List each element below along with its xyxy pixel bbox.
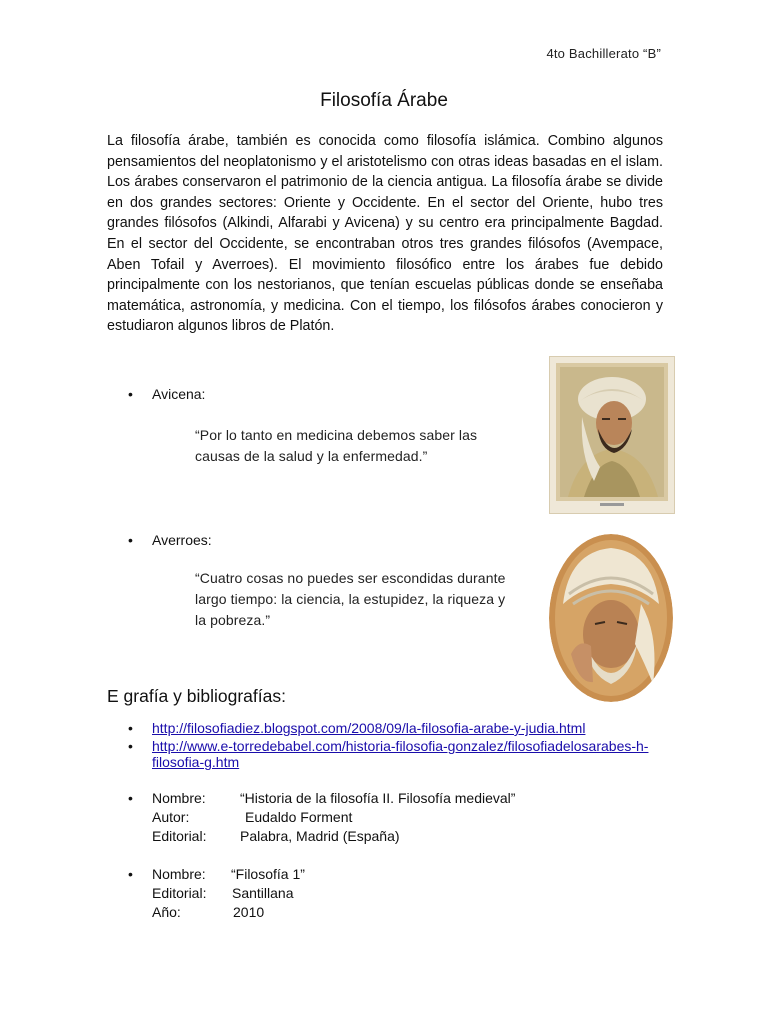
list-item bbox=[128, 738, 668, 770]
philosopher-name: Averroes: bbox=[152, 532, 212, 548]
book-reference-2 bbox=[128, 865, 428, 922]
bullet-icon: • bbox=[128, 386, 133, 402]
avicena-quote bbox=[195, 425, 477, 467]
list-item bbox=[128, 720, 668, 736]
quote-line: largo tiempo: la ciencia, la estupidez, la riqueza y bbox=[195, 591, 506, 607]
course-label: 4to Bachillerato “B” bbox=[546, 46, 661, 61]
link-torredebabel[interactable]: http://www.e-torredebabel.com/historia-filosofia-gonzalez/filosofiadelosarabes-h-filosofia-g.htm bbox=[152, 738, 649, 770]
ref-value: Palabra, Madrid (España) bbox=[240, 828, 400, 844]
bibliography-title: E grafía y bibliografías: bbox=[107, 686, 286, 706]
ref-row bbox=[128, 827, 548, 846]
ref-value: 2010 bbox=[233, 904, 265, 920]
averroes-quote bbox=[195, 568, 505, 631]
bullet-icon: • bbox=[128, 790, 133, 806]
ref-value: “Historia de la filosofía II. Filosofía medieval” bbox=[240, 790, 516, 806]
avicena-portrait bbox=[549, 356, 675, 514]
ref-row bbox=[128, 865, 428, 884]
ref-key: Año: bbox=[152, 904, 181, 920]
ref-row bbox=[128, 808, 548, 827]
ref-key: Editorial: bbox=[152, 885, 207, 901]
book-reference-1 bbox=[128, 789, 548, 846]
bullet-icon: • bbox=[128, 532, 133, 548]
ref-row bbox=[128, 884, 428, 903]
ref-key: Nombre: bbox=[152, 790, 206, 806]
ref-key: Autor: bbox=[152, 809, 190, 825]
ref-value: “Filosofía 1” bbox=[231, 866, 305, 882]
quote-line: la pobreza.” bbox=[195, 612, 271, 628]
averroes-portrait bbox=[549, 534, 673, 702]
link-filosofiadiez[interactable]: http://filosofiadiez.blogspot.com/2008/09/la-filosofia-arabe-y-judia.html bbox=[152, 720, 586, 736]
quote-line: “Por lo tanto en medicina debemos saber las bbox=[195, 427, 478, 443]
intro-paragraph: La filosofía árabe, también es conocida como filosofía islámica. Combino algunos pensamientos del neoplatonismo y el aristotelismo con otras ideas basadas en el islam. Los árabes conservaron el patrimonio de la ciencia antigua. La filosofía árabe se divide en dos grandes sectores: Oriente y Occidente. En el sector del Oriente, hubo tres grandes filósofos (Alkindi, Alfarabi y Avicena) y su centro era principalmente Bagdad. En el sector del Occidente, se encontraban otros tres grandes filósofos (Avempace, Aben Tofail y Averroes). El movimiento filosófico entre los árabes fue debido principalmente con los nestorianos, que tenían escuelas públicas donde se enseñaba matemática, astronomía, y medicina. Con el tiempo, los filósofos árabes conocieron y estudiaron algunos libros de Platón. bbox=[107, 133, 663, 335]
quote-line: causas de la salud y la enfermedad.” bbox=[195, 448, 428, 464]
quote-line: “Cuatro cosas no puedes ser escondidas durante bbox=[195, 570, 506, 586]
avicena-portrait-image bbox=[550, 357, 674, 513]
ref-value: Eudaldo Forment bbox=[245, 809, 353, 825]
bullet-icon: • bbox=[128, 738, 133, 754]
ref-key: Nombre: bbox=[152, 866, 206, 882]
ref-row bbox=[128, 789, 548, 808]
ref-row bbox=[128, 903, 428, 922]
averroes-portrait-image bbox=[549, 534, 673, 702]
page-title: Filosofía Árabe bbox=[320, 90, 448, 111]
bullet-icon: • bbox=[128, 866, 133, 882]
ref-key: Editorial: bbox=[152, 828, 207, 844]
philosopher-name: Avicena: bbox=[152, 386, 206, 402]
link-list bbox=[128, 720, 668, 772]
bullet-icon: • bbox=[128, 720, 133, 736]
ref-value: Santillana bbox=[232, 885, 294, 901]
